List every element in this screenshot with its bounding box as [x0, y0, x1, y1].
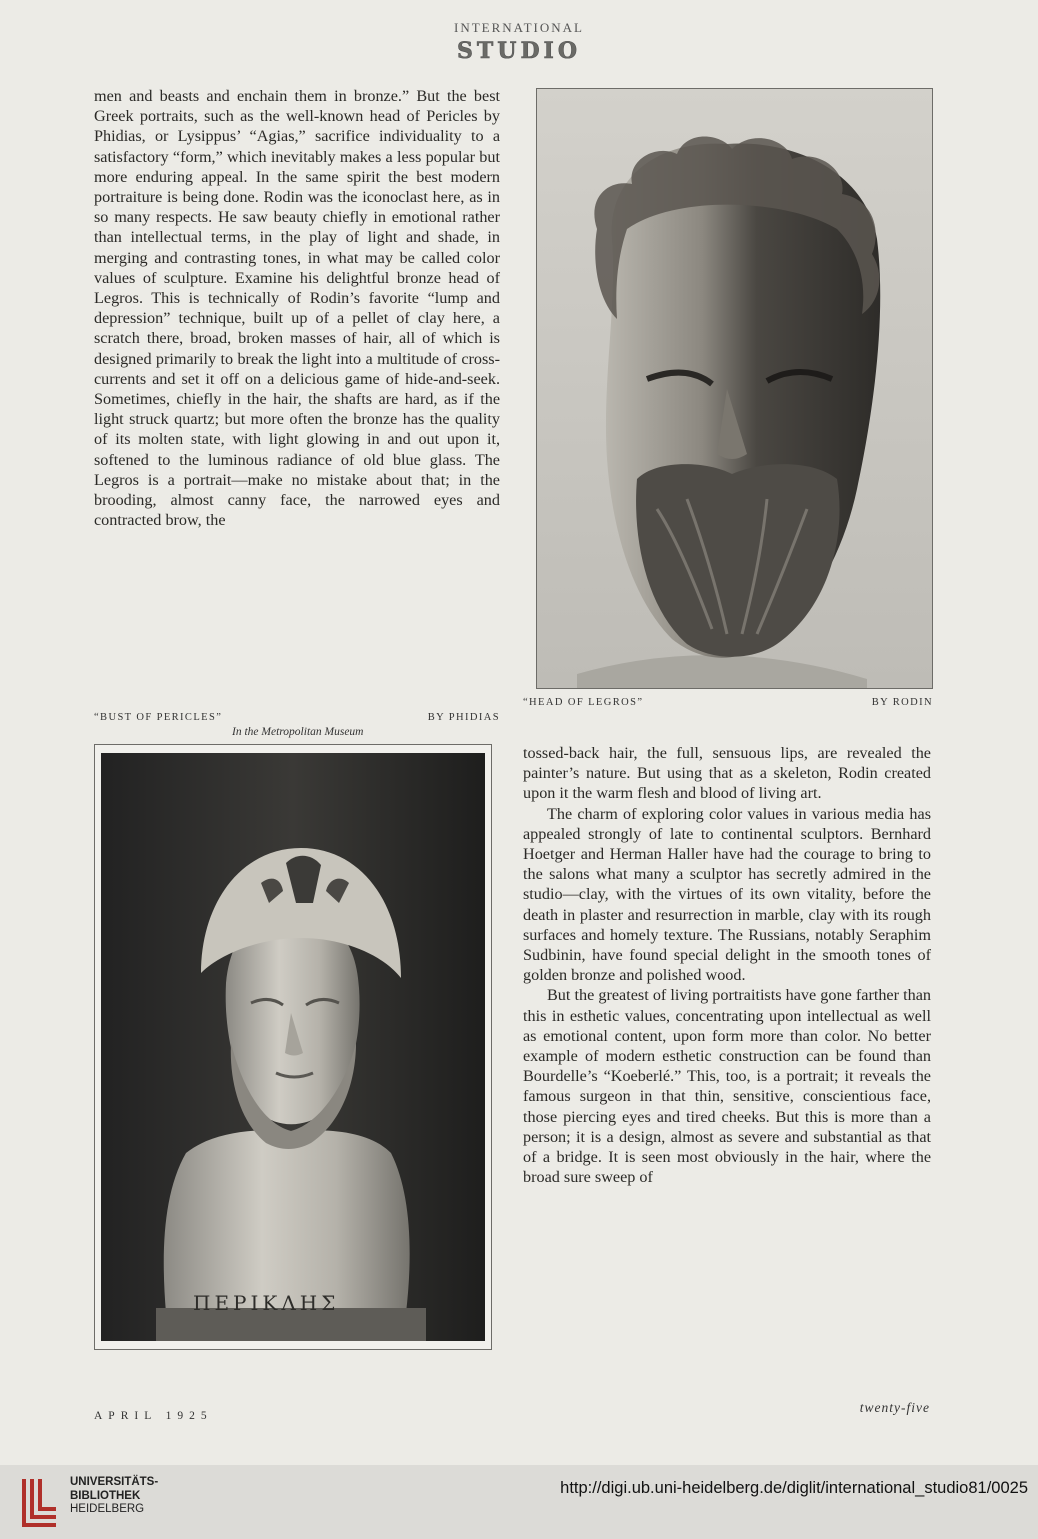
pericles-caption-title: “BUST OF PERICLES”: [94, 712, 223, 723]
masthead: [0, 20, 1038, 64]
library-bar: [0, 1465, 1038, 1539]
library-name-line3: HEIDELBERG: [70, 1503, 145, 1515]
left-column-text: [94, 86, 500, 530]
pericles-inscription: ΠΕΡΙΚΛΗΣ: [193, 1291, 340, 1315]
legros-photo: [537, 89, 932, 688]
library-name-line1: UNIVERSITÄTS-: [70, 1476, 159, 1488]
legros-caption: [523, 697, 933, 708]
page-number: twenty-five: [859, 1400, 930, 1415]
page-url-link[interactable]: http://digi.ub.uni-heidelberg.de/diglit/international_studio81/0025: [560, 1479, 1028, 1497]
masthead-studio: STUDIO: [457, 38, 581, 64]
right-paragraph-2: The charm of exploring color values in various media has appealed strongly of late to continental sculptors. Bernhard Hoetger and Herman Haller have had the courage to bring to the salons what many a sculptor has secretly admired in the studio—clay, with the virtues of its own vitality, before the death in plaster and resurrection in marble, clay with its rough surfaces and homely texture. The Russians, notably Seraphim Sudbinin, have found special delight in the smooth tones of golden bronze and polished wood.: [523, 804, 931, 985]
right-paragraph-3: But the greatest of living portraitists have gone farther than this in esthetic values, concentrating upon intellectual as well as emotional content, upon form more than color. No better example of modern esthetic construction can be found than Bourdelle’s “Koeberlé.” This, too, is a portrait; it reveals the famous surgeon in that thin, sensitive, conscientious face, those piercing eyes and tired cheeks. But this is more than a person; it is a design, almost as severe and substantial as that of a bridge. It is seen most obviously in the hair, where the broad sure sweep of: [523, 986, 931, 1187]
legros-photo-frame: [536, 88, 933, 689]
library-name-line2: BIBLIOTHEK: [70, 1489, 141, 1502]
pericles-caption-artist: BY PHIDIAS: [427, 712, 500, 723]
right-column-text: [523, 743, 931, 1187]
pericles-caption: [94, 712, 500, 723]
issue-date: APRIL 1925: [94, 1410, 213, 1422]
pericles-caption-location: In the Metropolitan Museum: [232, 726, 364, 738]
library-logo-icon: [18, 1475, 62, 1529]
pericles-photo-frame: [94, 744, 492, 1350]
left-paragraph-1: men and beasts and enchain them in bronze.” But the best Greek portraits, such as the well-known head of Pericles by Phidias, or Lysippus’ “Agias,” sacrifice individuality to a satisfactory “form,” which inevitably makes a less popular but more enduring appeal. In the same spirit the best modern portraiture is being done. Rodin was the iconoclast here, as in so many respects. He saw beauty chiefly in emotional rather than intellectual terms, in the play of light and shade, in merging and contrasting tones, in what may be called color values of sculpture. Examine his delightful bronze head of Legros. This is technically of Rodin’s favorite “lump and depression” technique, built up of a pellet of clay here, a scratch there, broad, broken masses of hair, all of which is designed primarily to break the light into a multitude of cross-currents and set it off on a delicious game of hide-and-seek. Sometimes, chiefly in the hair, the shafts are hard, as if the light struck quartz; but more often the bronze has the quality of its molten state, with light glowing in and out upon it, softened to the luminous radiance of old blue glass. The Legros is a portrait—make no mistake about that; in the brooding, almost canny face, the narrowed eyes and contracted brow, the: [94, 87, 500, 530]
legros-caption-artist: BY RODIN: [871, 697, 933, 708]
pericles-photo: [101, 753, 485, 1341]
right-paragraph-1: tossed-back hair, the full, sensuous lips, are revealed the painter’s nature. But using that as a skeleton, Rodin created upon it the warm flesh and blood of living art.: [523, 744, 931, 803]
legros-caption-title: “HEAD OF LEGROS”: [523, 697, 644, 708]
masthead-international: INTERNATIONAL: [454, 20, 584, 35]
library-name: [70, 1476, 158, 1517]
